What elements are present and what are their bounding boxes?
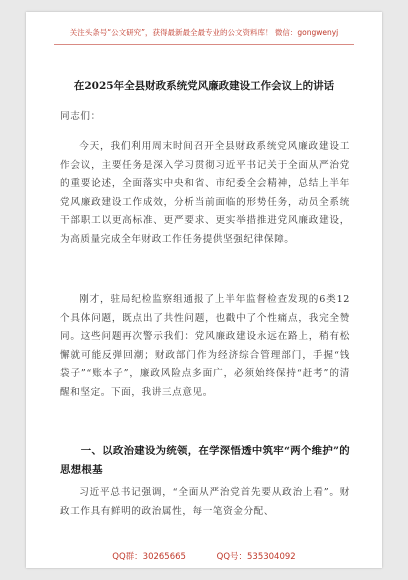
paragraph-intro: 今天，我们利用周末时间召开全县财政系统党风廉政建设工作会议，主要任务是深入学习贯彻习近平书记关于全面从严治党的重要论述，全面落实中央和省、市纪委全会精神，总结上半年党风廉政建设工作成效，分析当前面临的形势任务，动员全系统干部职工以更高标准、更严要求、更实举措推进党风廉政建设，为高质量完成全年财政工作任务提供坚强纪律保障。: [60, 141, 350, 245]
paragraph-section-1: 习近平总书记强调，“全面从严治党首先要从政治上看”。财政工作具有鲜明的政治属性，每一笔资金分配、: [60, 487, 350, 517]
document-page: [26, 12, 382, 568]
footer-qq-number: QQ号：535304092: [216, 552, 296, 562]
header-banner: 关注头条号“公文研究”，获得最新最全最专业的公文资料库！ 微信：gongwenyj: [69, 28, 339, 37]
salutation: 同志们：: [60, 111, 101, 122]
paragraph-issues: 刚才，驻局纪检监察组通报了上半年监督检查发现的6类12个具体问题，既点出了共性问题，也戳中了个性痛点，我完全赞同。这些问题再次警示我们：党风廉政建设永远在路上，稍有松懈就可能反弹回潮；财政部门作为经济综合管理部门，手握“钱袋子”“账本子”，廉政风险点多面广，必须始终保持“赶考”的清醒和坚定。下面，我讲三点意见。: [60, 294, 350, 398]
footer-contact: [26, 550, 382, 562]
header-divider: [54, 44, 354, 45]
section-heading-1: 一、以政治建设为统领，在学深悟透中筑牢“两个维护”的思想根基: [60, 445, 350, 476]
document-title: 在2025年全县财政系统党风廉政建设工作会议上的讲话: [73, 80, 335, 92]
footer-qq-group: QQ群：30265665: [112, 552, 186, 562]
